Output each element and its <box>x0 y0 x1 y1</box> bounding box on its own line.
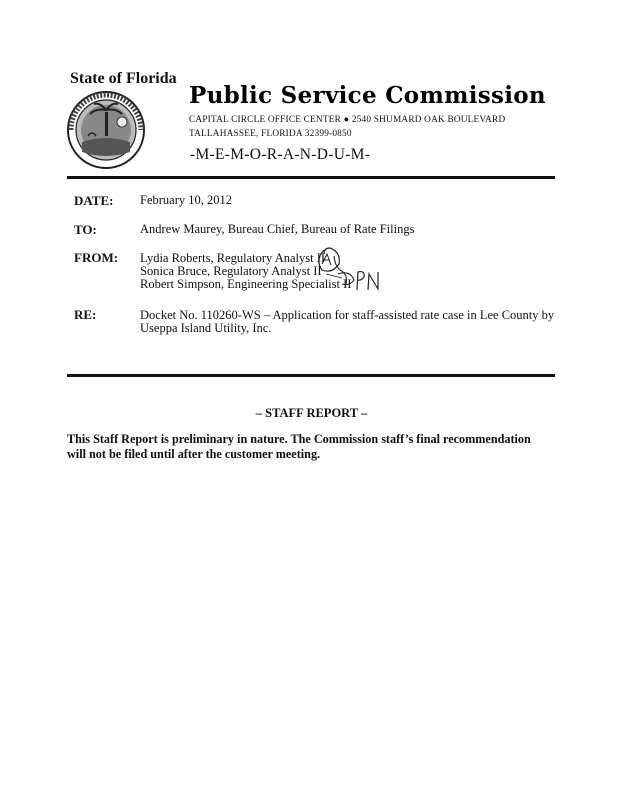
from-label: FROM: <box>74 250 119 265</box>
notice-line: This Staff Report is preliminary in nature. The Commission staff’s final recommendation <box>67 432 531 446</box>
from-name: Lydia Roberts, Regulatory Analyst II <box>140 251 326 265</box>
address-line-1: CAPITAL CIRCLE OFFICE CENTER ● 2540 SHUMARD OAK BOULEVARD <box>189 115 506 125</box>
re-label: RE: <box>74 307 97 322</box>
florida-state-seal-icon <box>66 90 146 170</box>
agency-name: Public Service Commission <box>189 82 546 109</box>
from-name: Robert Simpson, Engineering Specialist II <box>140 277 352 291</box>
date-value: February 10, 2012 <box>140 193 232 207</box>
handwritten-initials-icon <box>353 268 381 292</box>
state-label: State of Florida <box>70 70 177 87</box>
address-line-2: TALLAHASSEE, FLORIDA 32399-0850 <box>189 129 352 139</box>
from-name: Sonica Bruce, Regulatory Analyst II <box>140 264 322 278</box>
notice-line: will not be filed until after the customer meeting. <box>67 447 321 461</box>
header-divider <box>67 176 555 179</box>
agency-address <box>189 113 505 141</box>
body-divider <box>67 374 555 377</box>
staff-report-heading: – STAFF REPORT – <box>255 406 368 420</box>
preliminary-notice <box>67 432 559 462</box>
re-value <box>140 309 554 335</box>
to-value: Andrew Maurey, Bureau Chief, Bureau of Rate Filings <box>140 222 415 236</box>
memo-title: -M-E-M-O-R-A-N-D-U-M- <box>190 146 371 163</box>
re-line: Useppa Island Utility, Inc. <box>140 321 272 335</box>
to-label: TO: <box>74 222 97 237</box>
re-line: Docket No. 110260-WS – Application for staff-assisted rate case in Lee County by <box>140 308 555 322</box>
date-label: DATE: <box>74 193 114 208</box>
